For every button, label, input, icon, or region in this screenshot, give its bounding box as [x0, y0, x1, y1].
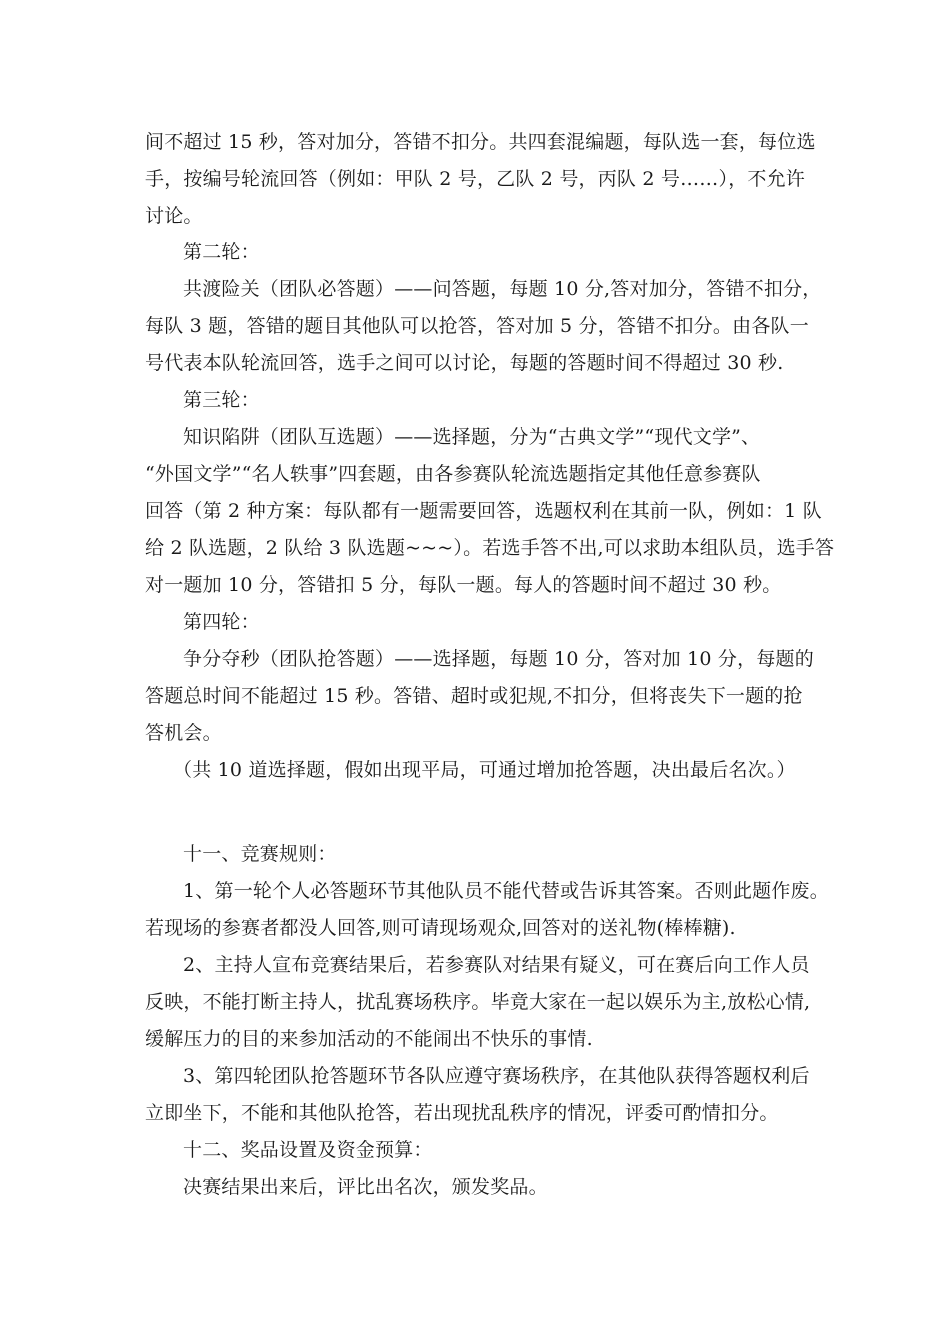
paragraph-line: 若现场的参赛者都没人回答,则可请现场观众,回答对的送礼物(棒棒糖).	[145, 917, 736, 939]
paragraph-line: 间不超过 15 秒，答对加分，答错不扣分。共四套混编题，每队选一套，每位选	[145, 131, 816, 153]
paragraph-line: 每队 3 题，答错的题目其他队可以抢答，答对加 5 分，答错不扣分。由各队一	[145, 315, 809, 337]
paragraph-line: 立即坐下，不能和其他队抢答，若出现扰乱秩序的情况，评委可酌情扣分。	[145, 1102, 779, 1124]
paragraph-line: 2、主持人宣布竞赛结果后，若参赛队对结果有疑义，可在赛后向工作人员	[183, 954, 810, 976]
paragraph-line: 缓解压力的目的来参加活动的不能闹出不快乐的事情.	[145, 1028, 593, 1050]
paragraph-line: 手，按编号轮流回答（例如：甲队 2 号，乙队 2 号，丙队 2 号……），不允许	[145, 168, 806, 190]
paragraph-line: 反映，不能打断主持人，扰乱赛场秩序。毕竟大家在一起以娱乐为主,放松心情,	[145, 991, 811, 1013]
paragraph-line: 号代表本队轮流回答，选手之间可以讨论，每题的答题时间不得超过 30 秒.	[145, 352, 784, 374]
section-heading-rules: 十一、竞赛规则：	[183, 843, 337, 865]
paragraph-line: 1、第一轮个人必答题环节其他队员不能代替或告诉其答案。否则此题作废。	[183, 880, 829, 902]
paragraph-line: 知识陷阱（团队互选题）——选择题，分为“古典文学”“现代文学”、	[183, 426, 761, 448]
section-heading-round-4: 第四轮：	[183, 611, 260, 633]
paragraph-line: 答机会。	[145, 722, 222, 744]
paragraph-line: 给 2 队选题，2 队给 3 队选题~~~）。若选手答不出,可以求助本组队员，选手答	[145, 537, 835, 559]
section-heading-round-3: 第三轮：	[183, 389, 260, 411]
paragraph-line: 对一题加 10 分，答错扣 5 分，每队一题。每人的答题时间不超过 30 秒。	[145, 574, 782, 596]
paragraph-note: （共 10 道选择题，假如出现平局，可通过增加抢答题，决出最后名次。）	[173, 759, 796, 781]
section-heading-round-2: 第二轮：	[183, 241, 260, 263]
paragraph-line: 决赛结果出来后，评比出名次，颁发奖品。	[183, 1176, 548, 1198]
paragraph-line: 共渡险关（团队必答题）——问答题，每题 10 分,答对加分，答错不扣分，	[183, 278, 822, 300]
paragraph-line: 争分夺秒（团队抢答题）——选择题，每题 10 分，答对加 10 分，每题的	[183, 648, 814, 670]
paragraph-line: 讨论。	[145, 205, 203, 227]
paragraph-line: “外国文学”“名人轶事”四套题，由各参赛队轮流选题指定其他任意参赛队	[145, 463, 761, 485]
section-heading-prizes: 十二、奖品设置及资金预算：	[183, 1139, 433, 1161]
paragraph-line: 3、第四轮团队抢答题环节各队应遵守赛场秩序，在其他队获得答题权利后	[183, 1065, 810, 1087]
paragraph-line: 答题总时间不能超过 15 秒。答错、超时或犯规,不扣分，但将丧失下一题的抢	[145, 685, 803, 707]
paragraph-line: 回答（第 2 种方案：每队都有一题需要回答，选题权利在其前一队，例如：1 队	[145, 500, 822, 522]
